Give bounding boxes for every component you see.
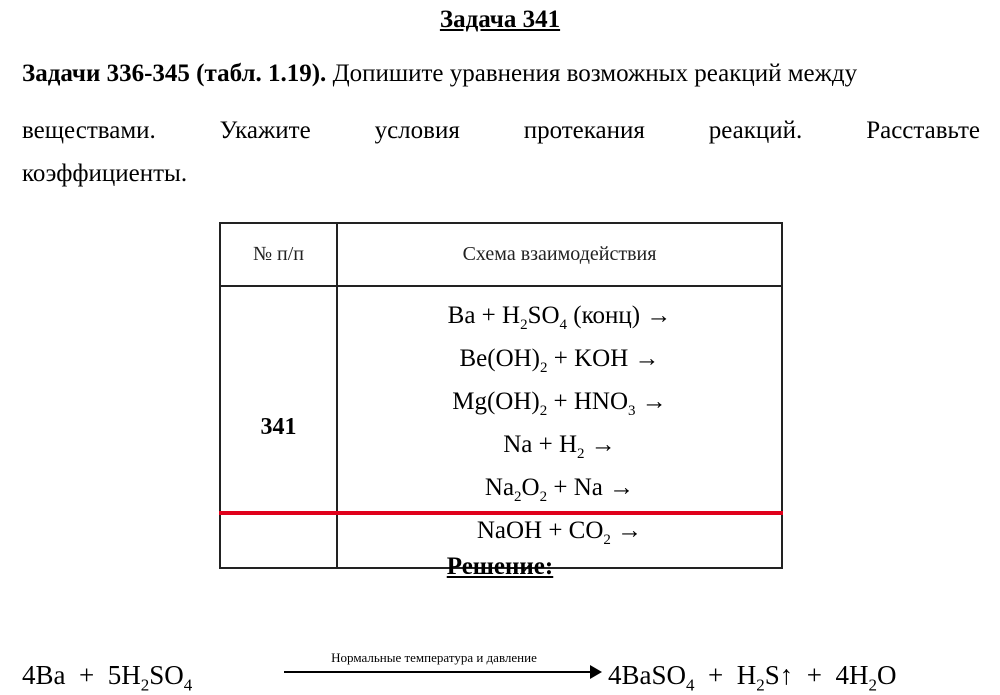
equation: $Na_2O_2 + Na$ → (484, 474, 635, 505)
intro-word: веществами. (22, 117, 156, 144)
intro-line-3: коэффициенты. (22, 160, 188, 187)
equations-cell (337, 286, 782, 568)
intro-line-1 (22, 45, 980, 102)
equation: $Ba + H_2SO_4$ (конц) → (447, 302, 672, 333)
table-header-row (220, 223, 782, 286)
header-number: № п/п (220, 223, 337, 286)
equation: $Na + H_2$ → (503, 431, 616, 462)
solution-title: Решение: (446, 553, 554, 580)
intro-word: реакций. (708, 117, 803, 144)
intro-word: Расставьте (866, 117, 980, 144)
reaction-arrow (284, 650, 604, 666)
table-bottom-rule (219, 511, 783, 515)
header-scheme: Схема взаимодействия (337, 223, 782, 286)
intro-word: Укажите (219, 117, 311, 144)
reaction-reactants: $4Ba + 5H_2SO_4$ (22, 660, 193, 695)
equation: NaOH + $CO_2$ → (476, 517, 643, 548)
task-number-cell: 341 (220, 286, 337, 568)
task-title: Задача 341 (439, 6, 561, 33)
reaction-condition: Нормальные температура и давление (331, 650, 537, 665)
intro-word: условия (374, 117, 460, 144)
equation: $Be(OH)_2$ + KOH → (459, 345, 660, 376)
table-row (220, 286, 782, 568)
arrow-line (284, 671, 596, 673)
intro-rest: Допишите уравнения возможных реакций между (326, 60, 858, 87)
intro-word: протекания (523, 117, 645, 144)
reaction-equation (22, 650, 980, 695)
scheme-table (219, 222, 783, 569)
equation-list (338, 299, 781, 557)
reaction-products: 4BaSO$_4$ + $H_2S↑ + 4H_2O$ (608, 660, 897, 695)
equation: $Mg(OH)_2 + HNO_3$ → (452, 388, 667, 419)
intro-bold: Задачи 336-345 (табл. 1.19). (22, 60, 327, 87)
